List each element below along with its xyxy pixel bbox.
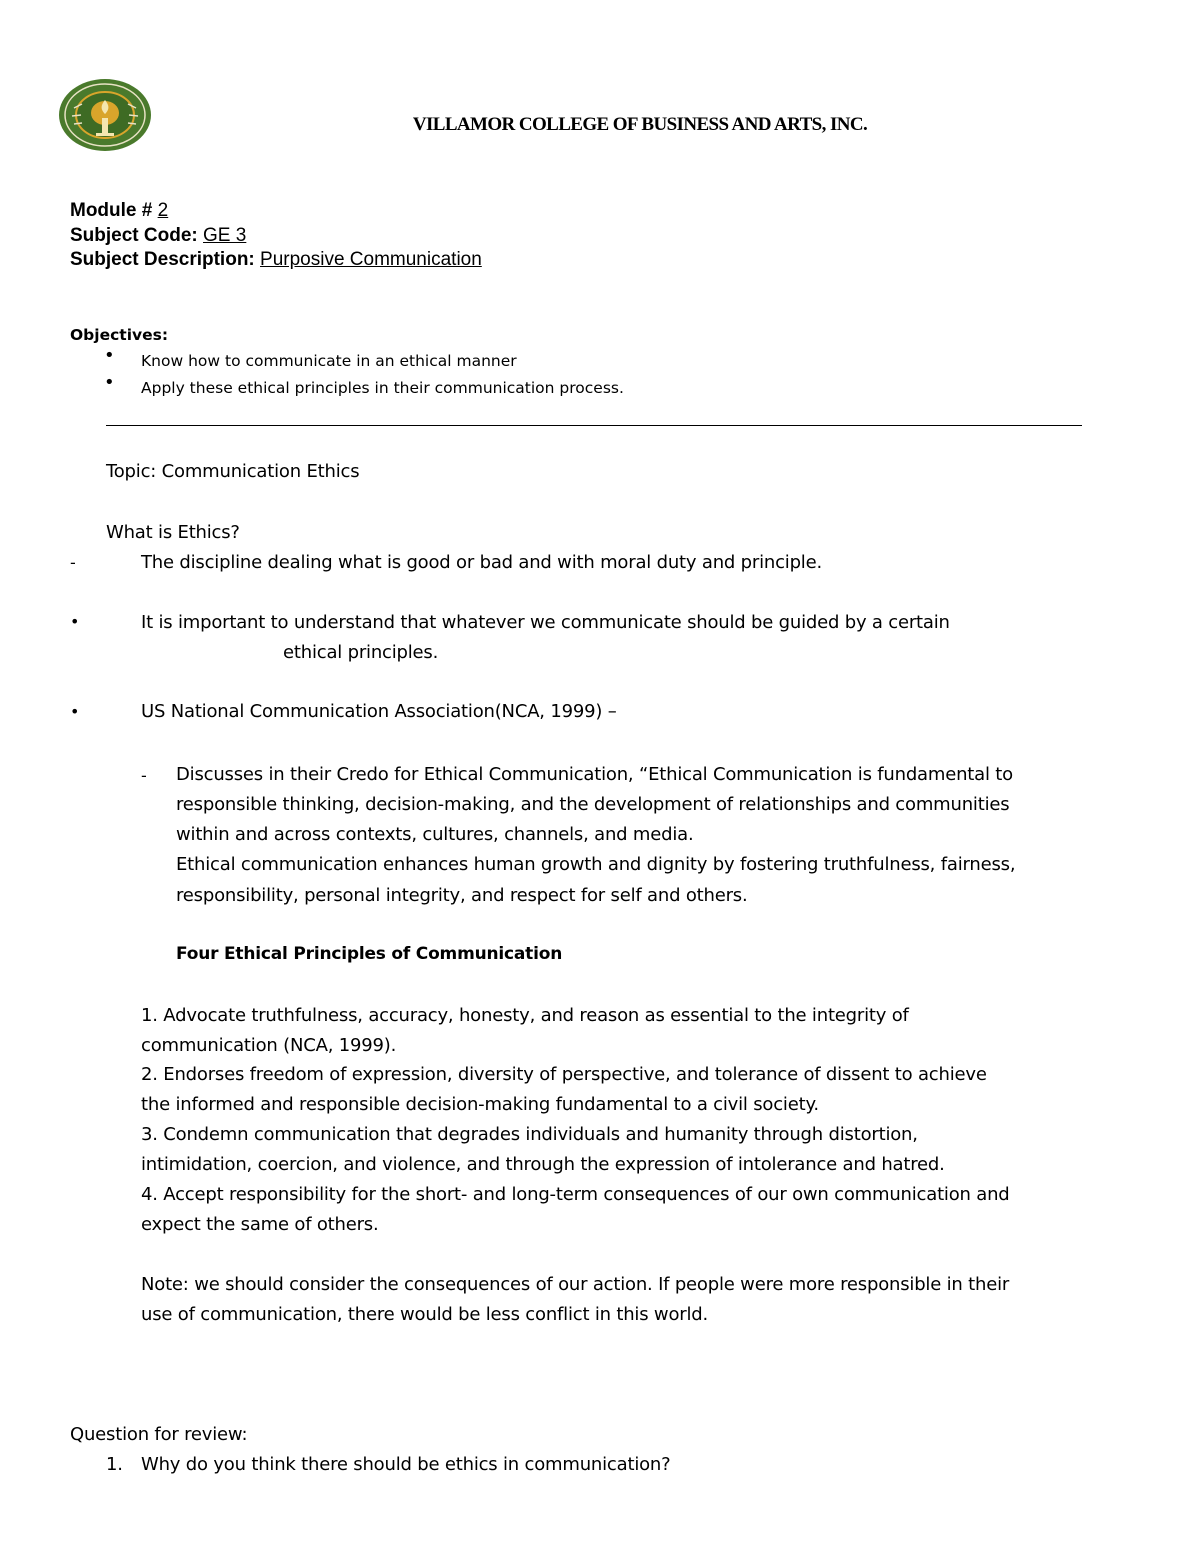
bullet-marker: • bbox=[70, 612, 80, 631]
credo-line: Ethical communication enhances human growth and dignity by fostering truthfulness, fairness, bbox=[176, 854, 1016, 875]
review-number: 1. bbox=[106, 1454, 123, 1475]
principle-line: expect the same of others. bbox=[141, 1214, 379, 1235]
principle-line: communication (NCA, 1999). bbox=[141, 1035, 397, 1056]
ethics-definition: The discipline dealing what is good or bad and with moral duty and principle. bbox=[141, 552, 823, 573]
note-line: use of communication, there would be less conflict in this world. bbox=[141, 1304, 709, 1325]
subject-code-label: Subject Code: bbox=[70, 225, 204, 246]
credo-line: responsible thinking, decision-making, and the development of relationships and communities bbox=[176, 794, 1010, 815]
topic: Topic: Communication Ethics bbox=[106, 461, 360, 482]
module-value: 2 bbox=[157, 200, 169, 221]
subject-desc-label: Subject Description: bbox=[70, 249, 261, 270]
subject-code-line bbox=[70, 225, 246, 247]
principles-heading: Four Ethical Principles of Communication bbox=[176, 944, 563, 964]
principle-line: intimidation, coercion, and violence, and through the expression of intolerance and hatred. bbox=[141, 1154, 945, 1175]
subject-desc-value: Purposive Communication bbox=[260, 249, 482, 270]
note-line: Note: we should consider the consequences of our action. If people were more responsible in their bbox=[141, 1274, 1010, 1295]
objective-bullet: • bbox=[104, 372, 115, 393]
credo-line: within and across contexts, cultures, channels, and media. bbox=[176, 824, 694, 845]
subject-desc-line bbox=[70, 249, 482, 271]
credo-line: responsibility, personal integrity, and respect for self and others. bbox=[176, 885, 748, 906]
objective-bullet: • bbox=[104, 345, 115, 366]
review-question: Why do you think there should be ethics in communication? bbox=[141, 1454, 671, 1475]
principle-line: 2. Endorses freedom of expression, diversity of perspective, and tolerance of dissent to achieve bbox=[141, 1064, 987, 1085]
objective-item: Know how to communicate in an ethical manner bbox=[141, 352, 517, 370]
dash-marker: - bbox=[70, 553, 76, 572]
module-label: Module # bbox=[70, 200, 158, 221]
dash-marker: - bbox=[141, 766, 147, 785]
subject-code-value: GE 3 bbox=[203, 225, 247, 246]
what-is-ethics: What is Ethics? bbox=[106, 522, 240, 543]
module-line bbox=[70, 200, 168, 222]
principle-line: the informed and responsible decision-making fundamental to a civil society. bbox=[141, 1094, 819, 1115]
principle-line: 4. Accept responsibility for the short- and long-term consequences of our own communication and bbox=[141, 1184, 1010, 1205]
principle-line: 3. Condemn communication that degrades individuals and humanity through distortion, bbox=[141, 1124, 918, 1145]
credo-line: Discusses in their Credo for Ethical Communication, “Ethical Communication is fundamental to bbox=[176, 764, 1013, 785]
principle-line: 1. Advocate truthfulness, accuracy, honesty, and reason as essential to the integrity of bbox=[141, 1005, 909, 1026]
importance-text-cont: ethical principles. bbox=[283, 642, 439, 663]
objectives-heading: Objectives: bbox=[70, 326, 169, 344]
review-heading: Question for review: bbox=[70, 1424, 248, 1445]
divider bbox=[106, 425, 1082, 426]
importance-text: It is important to understand that whatever we communicate should be guided by a certain bbox=[141, 612, 950, 633]
nca-text: US National Communication Association(NCA, 1999) – bbox=[141, 701, 617, 722]
objective-item: Apply these ethical principles in their communication process. bbox=[141, 379, 624, 397]
college-name: VILLAMOR COLLEGE OF BUSINESS AND ARTS, INC. bbox=[412, 114, 868, 135]
bullet-marker: • bbox=[70, 702, 80, 721]
